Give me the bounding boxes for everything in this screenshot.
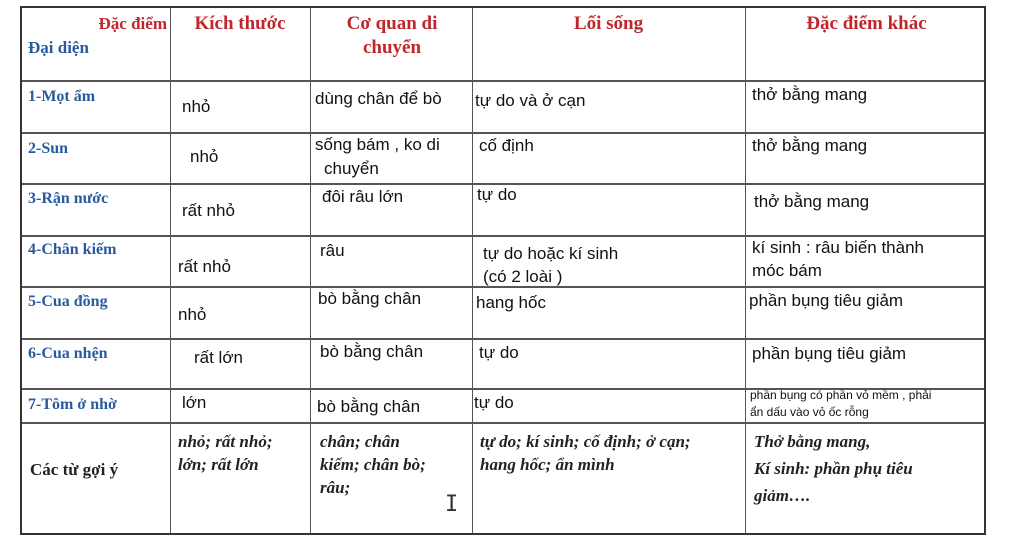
cell-movement: đôi râu lớn <box>322 187 404 206</box>
hint-size-2: lớn; rất lớn <box>178 455 259 474</box>
row-divider <box>22 132 984 134</box>
cell-other: thở bằng mang <box>752 136 868 155</box>
hint-size-1: nhỏ; rất nhỏ; <box>178 432 273 451</box>
row-name: 4-Chân kiếm <box>28 241 117 258</box>
header-other: Đặc điểm khác <box>806 13 927 34</box>
cell-movement: dùng chân để bò <box>315 89 442 108</box>
row-divider <box>22 422 984 424</box>
cell-lifestyle: cố định <box>479 136 534 155</box>
cell-lifestyle: tự do hoặc kí sinh <box>483 244 619 263</box>
row-name: 6-Cua nhện <box>28 345 108 362</box>
cell-size: lớn <box>182 393 207 412</box>
hint-movement-1: chân; chân <box>320 432 400 451</box>
cell-lifestyle: tự do <box>474 393 514 412</box>
header-corner-top: Đặc điểm <box>98 14 167 33</box>
cell-other: thở bằng mang <box>754 192 870 211</box>
hint-other-2: Kí sinh: phần phụ tiêu <box>754 459 913 478</box>
cell-other: kí sinh : râu biến thành <box>752 238 925 257</box>
classification-table <box>20 6 986 535</box>
cell-movement: bò bằng chân <box>317 397 421 416</box>
hint-lifestyle-2: hang hốc; ẩn mình <box>480 455 615 474</box>
cell-other: phần bụng có phần vỏ mềm , phải <box>750 388 932 402</box>
row-divider <box>22 80 984 82</box>
cell-size: nhỏ <box>178 305 207 324</box>
cell-size: rất nhỏ <box>182 201 235 220</box>
hint-lifestyle-1: tự do; kí sinh; cố định; ở cạn; <box>480 432 691 451</box>
cell-size: nhỏ <box>190 147 219 166</box>
hint-movement-2: kiếm; chân bò; <box>320 455 426 474</box>
cell-movement: bò bằng chân <box>318 289 422 308</box>
hint-other-3: giảm…. <box>754 486 811 505</box>
row-name: 2-Sun <box>28 140 69 157</box>
cell-lifestyle: tự do <box>479 343 519 362</box>
column-divider <box>745 8 746 533</box>
cell-other: phần bụng tiêu giảm <box>749 291 904 310</box>
header-size: Kích thước <box>194 13 286 34</box>
hints-label: Các từ gợi ý <box>30 460 119 479</box>
text-cursor-icon: I <box>445 492 459 517</box>
column-divider <box>170 8 171 533</box>
cell-lifestyle: tự do và ở cạn <box>475 91 586 110</box>
header-movement: Cơ quan di chuyển <box>346 13 438 58</box>
cell-size: rất lớn <box>194 348 243 367</box>
cell-other-line2: ẩn dấu vào vỏ ốc rỗng <box>750 405 869 419</box>
cell-other: phần bụng tiêu giảm <box>752 344 907 363</box>
row-divider <box>22 338 984 340</box>
cell-lifestyle: hang hốc <box>476 293 546 312</box>
hint-movement-3: râu; <box>320 478 351 497</box>
cell-movement: râu <box>320 241 345 260</box>
header-corner-bottom: Đại diện <box>28 38 89 57</box>
cell-movement: bò bằng chân <box>320 342 424 361</box>
cell-movement: sống bám , ko di <box>315 135 440 154</box>
row-name: 7-Tôm ở nhờ <box>28 396 117 413</box>
cell-size: rất nhỏ <box>178 257 231 276</box>
row-name: 1-Mọt ẩm <box>28 88 96 105</box>
cell-size: nhỏ <box>182 97 211 116</box>
cell-movement-line2: chuyển <box>324 159 379 178</box>
header-lifestyle: Lối sống <box>573 13 644 34</box>
column-divider <box>310 8 311 533</box>
cell-lifestyle-line2: (có 2 loài ) <box>483 267 563 286</box>
row-name: 3-Rận nước <box>28 190 109 207</box>
cell-lifestyle: tự do <box>477 185 517 204</box>
column-divider <box>472 8 473 533</box>
hint-other-1: Thở bằng mang, <box>754 432 871 451</box>
row-name: 5-Cua đồng <box>28 293 108 310</box>
cell-other-line2: móc bám <box>752 261 822 280</box>
cell-other: thở bằng mang <box>752 85 868 104</box>
